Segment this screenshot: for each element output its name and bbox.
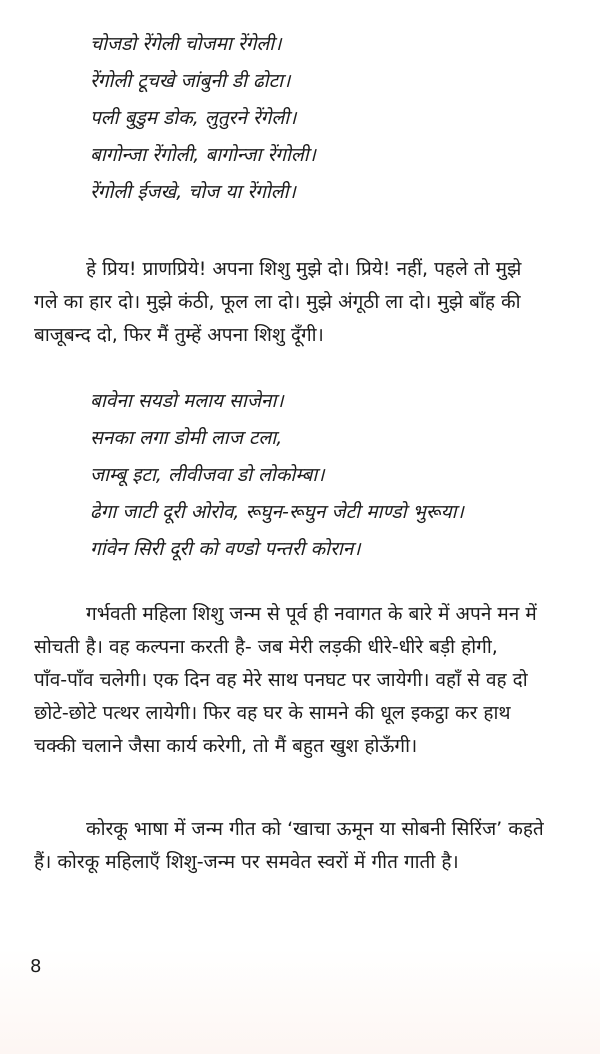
paragraph-line: चक्की चलाने जैसा कार्य करेगी, तो मैं बहुत खुश होऊँगी।: [34, 735, 418, 757]
verse-line: बागोन्जा रेंगोली, बागोन्जा रेंगोली।: [90, 144, 316, 166]
song-verse-2: [90, 383, 464, 568]
verse-line: गांवेन सिरी दूरी को वण्डो पन्तरी कोरान।: [90, 538, 361, 560]
paragraph-line: गर्भवती महिला शिशु जन्म से पूर्व ही नवागत के बारे में अपने मन में: [86, 603, 537, 625]
explanation-paragraph: [34, 598, 584, 763]
song-verse-1: [90, 26, 316, 211]
paragraph-line: हे प्रिय! प्राणप्रिये! अपना शिशु मुझे दो। प्रिये! नहीं, पहले तो मुझे: [86, 258, 522, 280]
verse-line: ढेगा जाटी दूरी ओरोव, रूघुन-रूघुन जेटी माण्डो भुरूया।: [90, 501, 464, 523]
verse-line: चोजडो रेंगेली चोजमा रेंगेली।: [90, 33, 282, 55]
page-number: 8: [30, 956, 42, 977]
paragraph-line: बाजूबन्द दो, फिर मैं तुम्हें अपना शिशु दूँगी।: [34, 324, 324, 346]
paragraph-line: कोरकू भाषा में जन्म गीत को ‘खाचा ऊमून या सोबनी सिरिंज’ कहते: [86, 818, 544, 840]
translation-paragraph-1: [34, 253, 584, 352]
paragraph-line: हैं। कोरकू महिलाएँ शिशु-जन्म पर समवेत स्वरों में गीत गाती है।: [34, 851, 459, 873]
verse-line: सनका लगा डोमी लाज टला,: [90, 427, 283, 449]
paragraph-line: पाँव-पाँव चलेगी। एक दिन वह मेरे साथ पनघट पर जायेगी। वहाँ से वह दो: [34, 669, 528, 691]
verse-line: रेंगोली टूचखे जांबुनी डी ढोटा।: [90, 70, 291, 92]
korku-paragraph: [34, 813, 584, 879]
verse-line: जाम्बू इटा, लीवीजवा डो लोकोम्बा।: [90, 464, 325, 486]
paragraph-line: गले का हार दो। मुझे कंठी, फूल ला दो। मुझे अंगूठी ला दो। मुझे बाँह की: [34, 291, 521, 313]
verse-line: पली बुडुम डोक, लुतुरने रेंगेली।: [90, 107, 297, 129]
paragraph-line: छोटे-छोटे पत्थर लायेगी। फिर वह घर के सामने की धूल इकट्ठा कर हाथ: [34, 702, 511, 724]
verse-line: बावेना सयडो मलाय साजेना।: [90, 390, 284, 412]
paragraph-line: सोचती है। वह कल्पना करती है- जब मेरी लड़की धीरे-धीरे बड़ी होगी,: [34, 636, 498, 658]
verse-line: रेंगोली ईजखे, चोज या रेंगोली।: [90, 181, 296, 203]
